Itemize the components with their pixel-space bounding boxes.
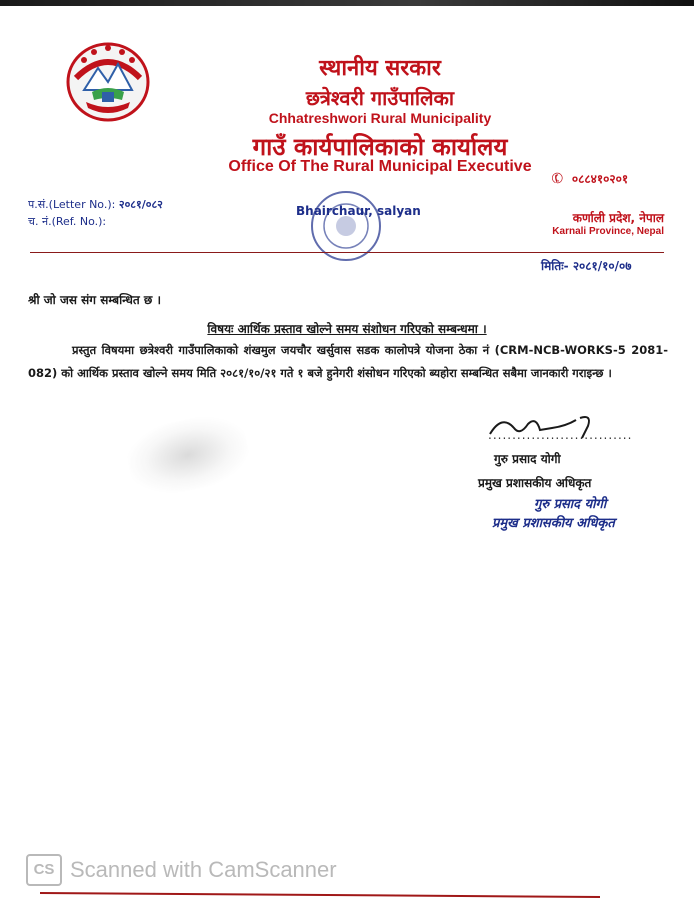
scan-smudge	[122, 408, 254, 501]
signatory-name: गुरु प्रसाद योगी	[494, 452, 561, 466]
camscanner-logo-icon: CS	[26, 854, 62, 886]
province-block	[552, 209, 664, 237]
letter-number	[28, 197, 163, 212]
phone-contact	[548, 169, 629, 189]
province-english: Karnali Province, Nepal	[552, 226, 664, 237]
watermark-text: Scanned with CamScanner	[70, 857, 337, 882]
province-nepali: कर्णाली प्रदेश, नेपाल	[572, 211, 664, 225]
header-municipality-english: Chhatreshwori Rural Municipality	[268, 110, 492, 126]
stamp-title: प्रमुख प्रशासकीय अधिकृत	[492, 516, 615, 531]
seal-location-text: Bhairchaur, salyan	[296, 204, 421, 218]
header-office-english: Office Of The Rural Municipal Executive	[228, 158, 532, 175]
camscanner-watermark	[26, 854, 337, 886]
nepal-emblem-icon	[64, 38, 152, 124]
phone-icon: ✆	[548, 169, 567, 189]
top-edge	[0, 0, 694, 6]
subject-line: विषयः आर्थिक प्रस्ताव खोल्ने समय संशोधन गरिएको सम्बन्धमा ।	[207, 322, 487, 336]
header-office-nepali: गाउँ कार्यपालिकाको कार्यालय	[252, 132, 508, 161]
stamp-name: गुरु प्रसाद योगी	[534, 497, 607, 512]
office-seal-icon	[306, 186, 386, 266]
letter-number-label: प.सं.(Letter No.):	[28, 198, 116, 211]
signatory-title: प्रमुख प्रशासकीय अधिकृत	[478, 476, 592, 490]
header-municipality-nepali: छत्रेश्वरी गाउँपालिका	[305, 86, 455, 110]
signature-dots: ..............................	[488, 428, 633, 442]
phone-number: ०८८४१०२०१	[571, 172, 629, 186]
letter-body: प्रस्तुत विषयमा छत्रेश्वरी गाउँपालिकाको शंखमुल जयचौर खर्सुवास सडक कालोपत्रे योजना ठेका नं (CRM-NCB-WORKS-5 2081-082) को आर्थिक प्रस्ताव खोल्ने समय मिति २०८१/१०/२१ गते १ बजे हुनेगरी शंसोधन गरिएको ब्यहोरा सम्बन्धित सबैमा जानकारी गराइन्छ ।	[28, 343, 668, 380]
header-divider	[30, 252, 664, 253]
letter-date: मितिः- २०८१/१०/०७	[541, 259, 632, 273]
header-local-government: स्थानीय सरकार	[319, 55, 441, 81]
reference-number	[28, 214, 106, 229]
letter-number-value: २०८१/०८२	[118, 198, 163, 211]
reference-number-label: च. नं.(Ref. No.):	[28, 215, 107, 228]
bottom-edge-line	[40, 892, 600, 898]
salutation: श्री जो जस संग सम्बन्धित छ ।	[28, 293, 162, 307]
